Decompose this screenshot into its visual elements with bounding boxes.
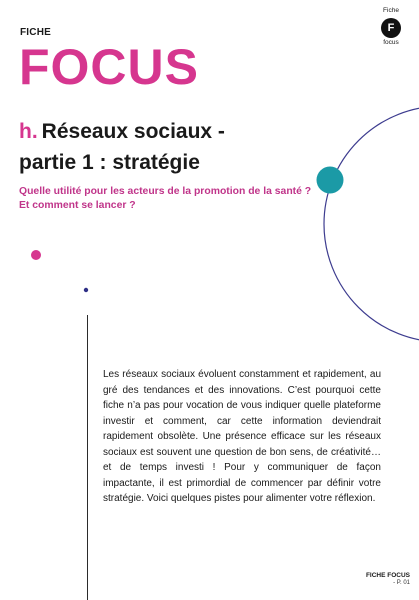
vertical-divider (87, 315, 88, 600)
badge-bottom-text: focus (383, 39, 399, 46)
focus-title: FOCUS (19, 39, 199, 95)
heading-line-1: Réseaux sociaux - (41, 120, 225, 143)
heading-line-2: partie 1 : stratégie (19, 151, 200, 174)
subtitle: Quelle utilité pour les acteurs de la promotion de la santé ? Et comment se lancer ? (19, 186, 312, 211)
page-number: - P. 01 (393, 580, 410, 586)
section-letter: h. (19, 120, 38, 143)
fiche-label: FICHE (20, 27, 51, 38)
small-indigo-dot (84, 288, 88, 292)
large-circle-outline (324, 106, 419, 342)
fiche-focus-badge (373, 8, 409, 48)
footer-label: FICHE FOCUS (365, 572, 410, 579)
badge-top-text: Fiche (383, 7, 399, 14)
teal-dot (317, 167, 344, 194)
badge-letter-circle: F (381, 18, 401, 38)
pink-dot (31, 250, 41, 260)
section-heading (19, 116, 319, 178)
intro-paragraph: Les réseaux sociaux évoluent constamment et rapidement, au gré des tendances et des innovations. C’est pourquoi cette fiche n’a pas pour vocation de vous indiquer quelle plateforme investir et comment, car cette information deviendrait rapidement obsolète. Une présence efficace sur les réseaux sociaux est souvent une question de bon sens, de créativité… et de temps investi ! Pour y communiquer de façon impactante, il est primordial de commencer par définir votre stratégie. Voici quelques pistes pour alimenter votre réflexion. (103, 369, 381, 504)
